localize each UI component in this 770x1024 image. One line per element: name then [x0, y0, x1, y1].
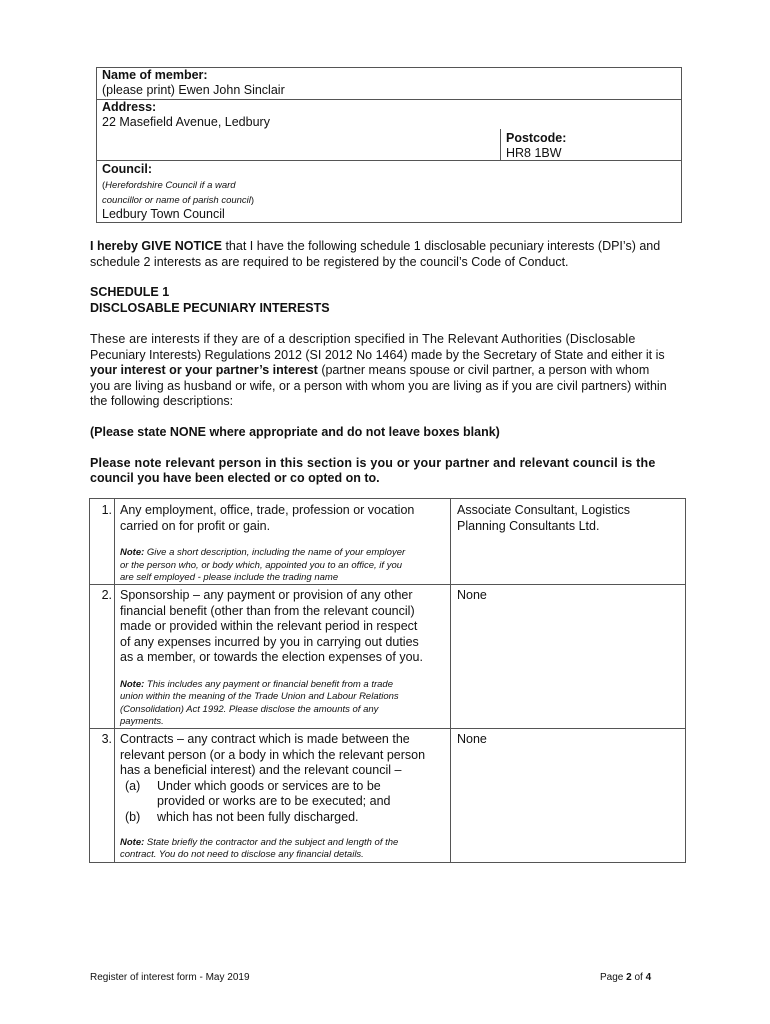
address-label: Address:: [102, 100, 157, 114]
item-note-line: or the person who, or body which, appointed you to an office, if you: [120, 560, 403, 571]
notice-line-1: I hereby GIVE NOTICE that I have the following schedule 1 disclosable pecuniary interests (DPI’s) and: [90, 239, 661, 253]
name-value[interactable]: (please print) Ewen John Sinclair: [102, 83, 285, 97]
item-description-line: financial benefit (other than from the relevant council): [120, 604, 415, 618]
item-description-line: has a beneficial interest) and the relevant council –: [120, 763, 402, 777]
schedule-table: [89, 498, 686, 863]
item-description-line: Contracts – any contract which is made between the: [120, 732, 410, 746]
name-label: Name of member:: [102, 68, 208, 82]
intro-line-5: the following descriptions:: [90, 394, 234, 408]
item-note: Note: This includes any payment or financial benefit from a trade: [120, 679, 393, 690]
intro-line-4: you are living as husband or wife, or a person with whom you are living as if you are civil partners) within: [90, 379, 667, 393]
page-number: Page 2 of 4: [600, 972, 652, 983]
schedule-subtitle: DISCLOSABLE PECUNIARY INTERESTS: [90, 301, 330, 315]
intro-line-1: These are interests if they are of a description specified in The Relevant Authorities (Disclosable: [90, 332, 636, 346]
sub-item-marker: (a): [125, 779, 141, 793]
item-note-line: payments.: [120, 716, 164, 727]
council-hint-2: councillor or name of parish council): [102, 195, 255, 206]
item-description-line: of any expenses incurred by you in carrying out duties: [120, 635, 419, 649]
instruction: (Please state NONE where appropriate and do not leave boxes blank): [90, 425, 500, 439]
item-answer-line[interactable]: Planning Consultants Ltd.: [457, 519, 600, 533]
item-answer[interactable]: None: [457, 732, 487, 746]
notice-line-2: schedule 2 interests as are required to be registered by the council’s Code of Conduct.: [90, 255, 569, 269]
item-note-line: (Consolidation) Act 1992. Please disclose the amounts of any: [120, 704, 379, 715]
item-note-line: union within the meaning of the Trade Union and Labour Relations: [120, 691, 399, 702]
item-description-line: made or provided within the relevant period in respect: [120, 619, 418, 633]
relevant-note-line-1: Please note relevant person in this section is you or your partner and relevant council is the: [90, 456, 656, 470]
item-number: 3.: [101, 732, 112, 746]
item-note: Note: Give a short description, including the name of your employer: [120, 547, 406, 558]
item-note-line: contract. You do not need to disclose any financial details.: [120, 849, 364, 860]
sub-item-marker: (b): [125, 810, 141, 824]
footer-left: Register of interest form - May 2019: [90, 972, 250, 983]
sub-item-line: provided or works are to be executed; and: [157, 794, 391, 808]
council-hint-1: (Herefordshire Council if a ward: [102, 180, 236, 191]
postcode-value[interactable]: HR8 1BW: [506, 146, 562, 160]
postcode-label: Postcode:: [506, 131, 567, 145]
item-answer[interactable]: Associate Consultant, Logistics: [457, 503, 631, 517]
intro-line-2: Pecuniary Interests) Regulations 2012 (SI 2012 No 1464) made by the Secretary of State and either it is: [90, 348, 665, 362]
item-description-line: relevant person (or a body in which the relevant person: [120, 748, 426, 762]
item-number: 2.: [101, 588, 112, 602]
item-description-line: Sponsorship – any payment or provision of any other: [120, 588, 413, 602]
item-note: Note: State briefly the contractor and the subject and length of the: [120, 837, 399, 848]
member-details-table: [96, 67, 682, 223]
item-number: 1.: [101, 503, 112, 517]
relevant-note-line-2: council you have been elected or co opted on to.: [90, 471, 380, 485]
item-description-line: Any employment, office, trade, profession or vocation: [120, 503, 415, 517]
council-label: Council:: [102, 162, 152, 176]
address-value[interactable]: 22 Masefield Avenue, Ledbury: [102, 115, 270, 129]
item-note-line: are self employed - please include the trading name: [120, 572, 339, 583]
schedule-title: SCHEDULE 1: [90, 285, 170, 299]
item-description-line: as a member, or towards the election expenses of you.: [120, 650, 423, 664]
council-value[interactable]: Ledbury Town Council: [102, 207, 225, 221]
item-answer[interactable]: None: [457, 588, 487, 602]
item-description-line: carried on for profit or gain.: [120, 519, 271, 533]
sub-item-line: which has not been fully discharged.: [157, 810, 359, 824]
intro-line-3: your interest or your partner’s interest (partner means spouse or civil partner, a person with whom: [90, 363, 650, 377]
sub-item-line: Under which goods or services are to be: [157, 779, 381, 793]
